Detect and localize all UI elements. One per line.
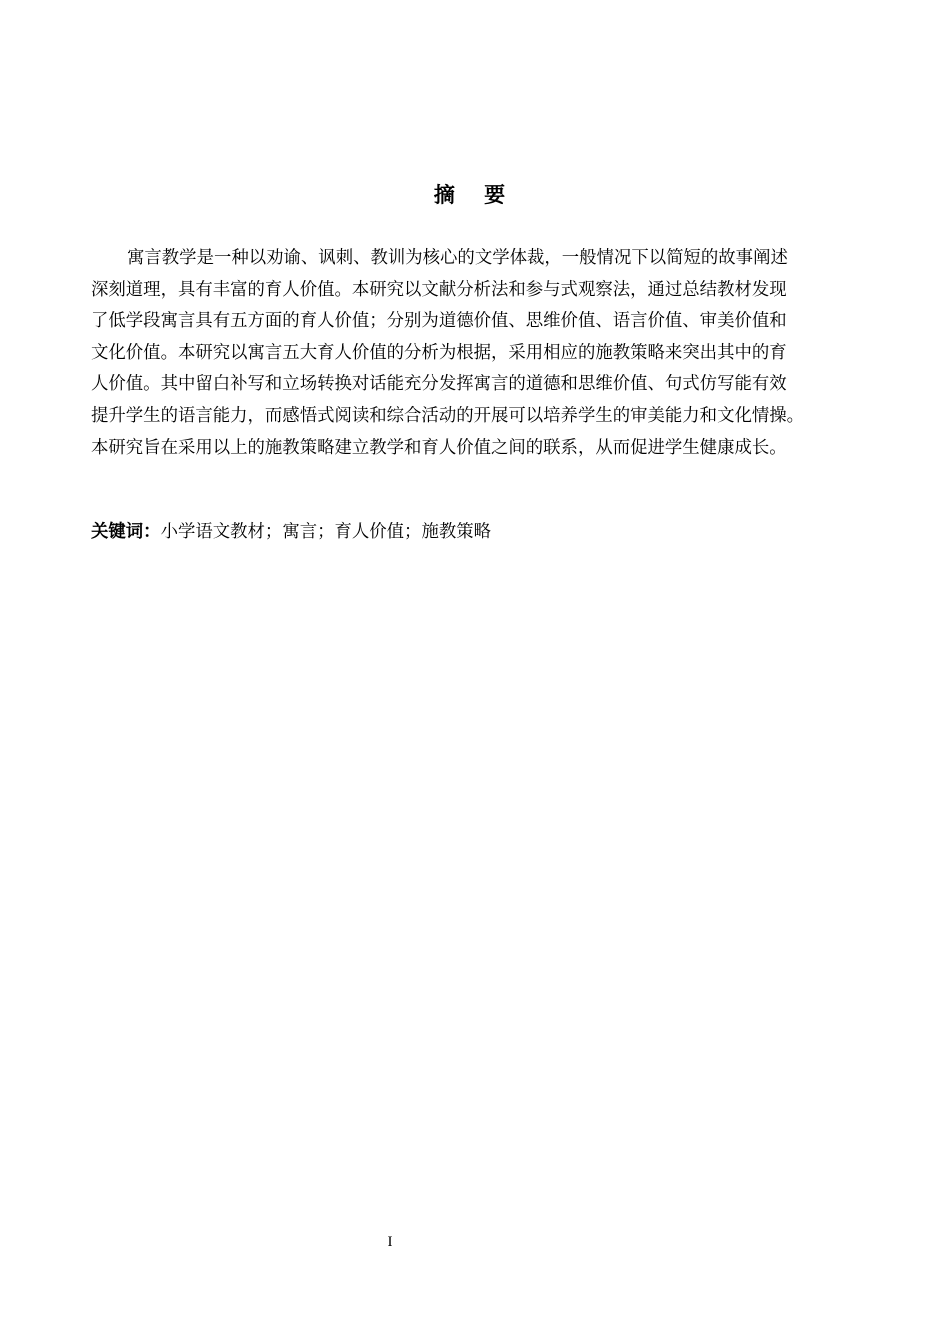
abstract-line: 人价值。其中留白补写和立场转换对话能充分发挥寓言的道德和思维价值、句式仿写能有效 xyxy=(91,374,787,395)
abstract-body xyxy=(91,243,871,464)
keywords-label: 关键词： xyxy=(91,522,161,542)
abstract-line: 了低学段寓言具有五方面的育人价值；分别为道德价值、思维价值、语言价值、审美价值和 xyxy=(91,311,787,332)
abstract-line: 提升学生的语言能力，而感悟式阅读和综合活动的开展可以培养学生的审美能力和文化情操。 xyxy=(91,405,805,426)
keywords-row xyxy=(91,518,491,546)
page-number: I xyxy=(387,1234,393,1250)
keywords-text: 小学语文教材；寓言；育人价值；施教策略 xyxy=(160,522,492,542)
abstract-line: 本研究旨在采用以上的施教策略建立教学和育人价值之间的联系，从而促进学生健康成长。 xyxy=(91,437,787,458)
abstract-line: 文化价值。本研究以寓言五大育人价值的分析为根据，采用相应的施教策略来突出其中的育 xyxy=(91,342,787,363)
abstract-title: 摘 要 xyxy=(433,183,517,207)
abstract-line: 寓言教学是一种以劝谕、讽刺、教训为核心的文学体裁，一般情况下以简短的故事阐述 xyxy=(127,248,788,268)
abstract-line: 深刻道理，具有丰富的育人价值。本研究以文献分析法和参与式观察法，通过总结教材发现 xyxy=(91,279,787,300)
